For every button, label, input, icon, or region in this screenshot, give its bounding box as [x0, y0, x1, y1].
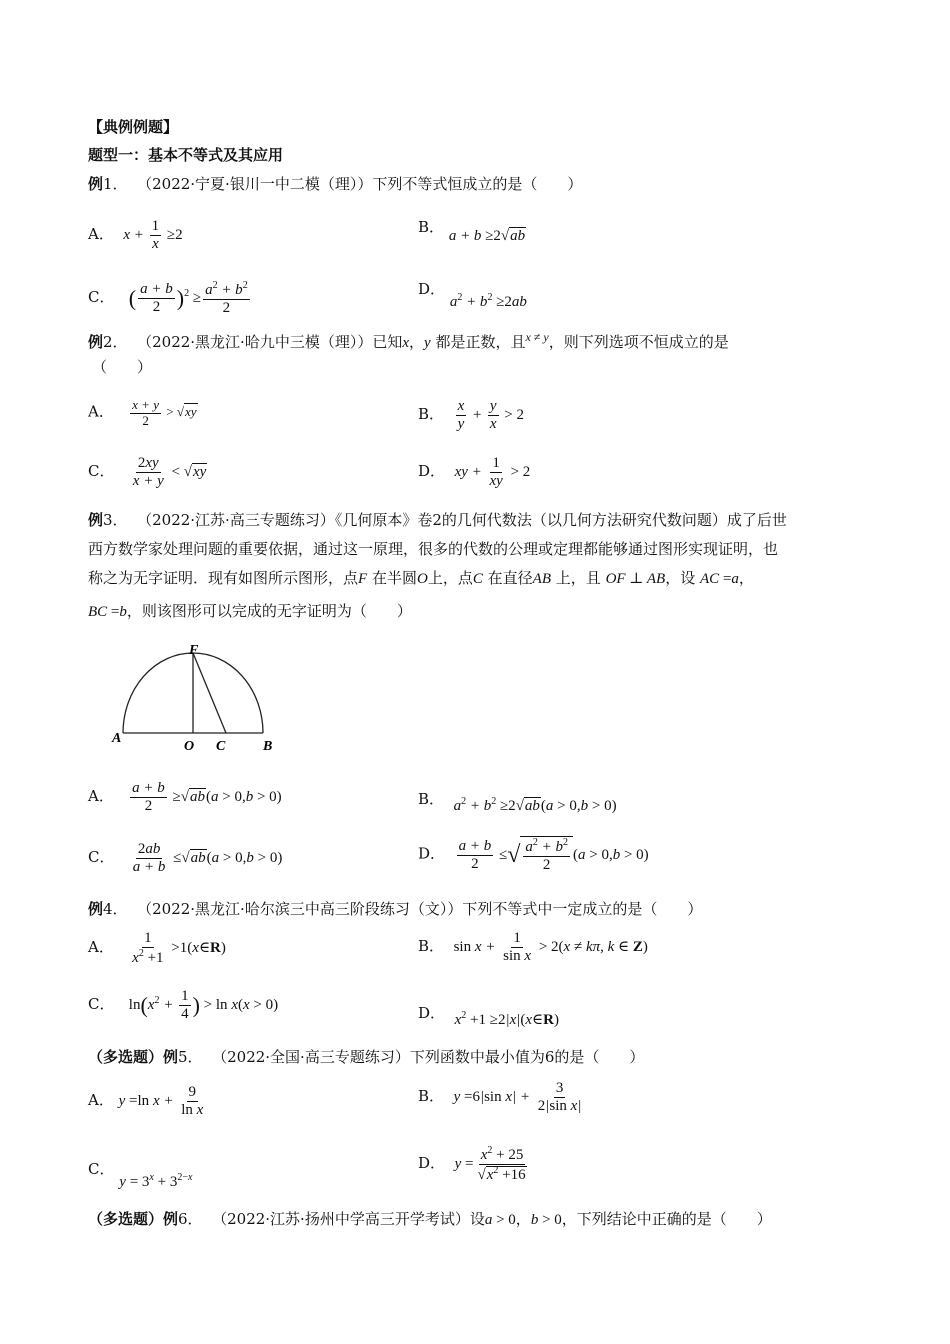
q3-option-d[interactable]: D． $\frac{a + b}{2}$ ≤√ $\frac{a^2 + b^2}{2}$ (a > 0,b > 0): [418, 837, 649, 874]
q5-option-d-formula: y = $\frac{x^2 + 25}{√x^2 +16}$: [454, 1145, 526, 1184]
section-title: 【典例例题】: [88, 118, 179, 136]
q3-option-d-formula: $\frac{a + b}{2}$ ≤√ $\frac{a^2 + b^2}{2}$ (a > 0,b > 0): [458, 837, 649, 874]
q2-option-a-formula: $\frac{x + y}{2}$ > √xy: [132, 397, 197, 428]
question-3-line-1: 例3． （2022·江苏·高三专题练习）《几何原本》卷2的几何代数法（以几何方法研究代数问题）成了后世: [88, 511, 787, 529]
question-2: 例2． （2022·黑龙江·哈九中三模（理））已知x，y 都是正数，且$^{x \ne y}$，则下列选项不恒成立的是: [88, 330, 729, 351]
question-3-line-4: BC =b，则该图形可以完成的无字证明为（ ）: [88, 602, 412, 620]
q1-option-a-formula: x + $\frac{1}{x}$ ≥2: [123, 218, 183, 253]
q3-option-b-formula: $a^2 + b^2 \ge 2√ab(a > 0,b > 0)$: [453, 796, 617, 814]
q2-option-d[interactable]: D． xy + $\frac{1}{xy}$ > 2: [418, 455, 531, 490]
q2-option-b[interactable]: B． $\frac{x}{y}$ + $\frac{y}{x}$ > 2: [418, 398, 525, 433]
q5-option-b[interactable]: B． y =6|sin x| + $\frac{3}{\text{2|sin x|}}$: [418, 1080, 585, 1116]
q4-option-b-formula: sin x + $\frac{1}{\text{sin x}}$ > 2(x ≠ kπ, k ∈ Z): [453, 930, 648, 965]
q4-option-a-formula: $\frac{1}{x^2 +1}$ >1(x∈R): [132, 930, 226, 967]
label-a: A: [112, 731, 122, 746]
q2-option-c[interactable]: C． $\frac{2xy}{x + y}$ < √xy: [88, 455, 207, 490]
q3-option-b[interactable]: B． $a^2 + b^2 \ge 2√ab(a > 0,b > 0)$: [418, 790, 617, 814]
q4-option-c[interactable]: C． $\ln(x^2$ + $\frac{1}{4}$ ) > ln x(x > 0): [88, 988, 279, 1023]
semicircle-figure: [108, 640, 288, 756]
q4-option-d-formula: $x^2 +1$ ≥2|x|(x∈R): [454, 1010, 559, 1028]
q4-option-d[interactable]: D． $x^2 +1$ ≥2|x|(x∈R): [418, 1004, 559, 1028]
q4-option-c-formula: $\ln(x^2$ + $\frac{1}{4}$ ) > ln x(x > 0): [128, 988, 279, 1023]
q1-option-b[interactable]: B． a + b ≥2√ab: [418, 218, 526, 244]
question-3-line-3: 称之为无字证明．现有如图所示图形，点F 在半圆O上，点C 在直径AB 上，且 OF ⊥ AB，设 AC =a，: [88, 569, 754, 587]
q5-option-b-formula: y =6|sin x| + $\frac{3}{\text{2|sin x|}}$: [453, 1080, 582, 1115]
topic-title: 题型一：基本不等式及其应用: [88, 146, 284, 164]
question-6: （多选题）例6． （2022·江苏·扬州中学高三开学考试）设a > 0，b > 0，下列结论中正确的是（ ）: [88, 1210, 772, 1228]
q1-option-a[interactable]: A． x + $\frac{1}{x}$ ≥2: [88, 218, 183, 253]
q3-option-c-formula: $\frac{2ab}{a + b}$ ≤√ab(a > 0,b > 0): [132, 841, 283, 876]
q4-option-b[interactable]: B． sin x + $\frac{1}{\text{sin x}}$ > 2(x ≠ kπ, k ∈ Z): [418, 930, 648, 965]
q5-option-d[interactable]: D． y = $\frac{x^2 + 25}{√x^2 +16}$: [418, 1145, 531, 1185]
q3-option-c[interactable]: C． $\frac{2ab}{a + b}$ ≤√ab(a > 0,b > 0): [88, 841, 283, 876]
q1-option-d[interactable]: D． $a^2 + b^2 \ge 2ab$: [418, 280, 527, 310]
question-1: 例1． （2022·宁夏·银川一中二模（理））下列不等式恒成立的是（ ）: [88, 175, 583, 193]
q5-option-a[interactable]: A． y =ln x + $\frac{9}{\text{ln x}}$: [88, 1084, 207, 1120]
q3-option-a[interactable]: A． $\frac{a + b}{2}$ ≥√ab(a > 0,b > 0): [88, 780, 282, 815]
label-o: O: [184, 739, 195, 754]
q5-option-c-formula: $y = 3^x + 3^{2-x}$: [119, 1172, 193, 1190]
label-c: C: [216, 739, 226, 754]
q3-option-a-formula: $\frac{a + b}{2}$ ≥√ab(a > 0,b > 0): [132, 780, 282, 815]
q2-option-a[interactable]: A． $\frac{x + y}{2}$ > √xy: [88, 397, 197, 428]
q2-option-b-formula: $\frac{x}{y}$ + $\frac{y}{x}$ > 2: [457, 398, 525, 433]
q4-option-a[interactable]: A． $\frac{1}{x^2 +1}$ >1(x∈R): [88, 930, 226, 967]
label-f: F: [189, 643, 199, 658]
question-2-blank: （ ）: [92, 358, 153, 376]
question-4: 例4． （2022·黑龙江·哈尔滨三中高三阶段练习（文））下列不等式中一定成立的是（ ）: [88, 900, 703, 918]
q1-option-b-formula: a + b ≥2√ab: [448, 228, 526, 244]
question-5: （多选题）例5． （2022·全国·高三专题练习）下列函数中最小值为6的是（ ）: [88, 1048, 645, 1066]
q1-option-c-formula: ( $\frac{a + b}{2}$ )$^2$ ≥ $\frac{a^2 + b^2}{2}$: [128, 280, 248, 317]
question-3-line-2: 西方数学家处理问题的重要依据，通过这一原理，很多的代数的公理或定理都能够通过图形实现证明，也: [88, 540, 779, 558]
q5-option-c[interactable]: C． $y = 3^x + 3^{2-x}$: [88, 1160, 193, 1190]
q2-option-d-formula: xy + $\frac{1}{xy}$ > 2: [454, 455, 531, 490]
question-1-text: （2022·宁夏·银川一中二模（理））下列不等式恒成立的是（ ）: [137, 175, 583, 193]
segment-fc: [193, 653, 226, 733]
q2-option-c-formula: $\frac{2xy}{x + y}$ < √xy: [132, 455, 207, 490]
q1-option-d-formula: $a^2 + b^2 \ge 2ab$: [449, 292, 527, 310]
label-b: B: [263, 739, 273, 754]
q1-option-c[interactable]: C． ( $\frac{a + b}{2}$ )$^2$ ≥ $\frac{a^2 + b^2}{2}$: [88, 280, 252, 318]
q5-option-a-formula: y =ln x + $\frac{9}{\text{ln x}}$: [118, 1084, 204, 1119]
